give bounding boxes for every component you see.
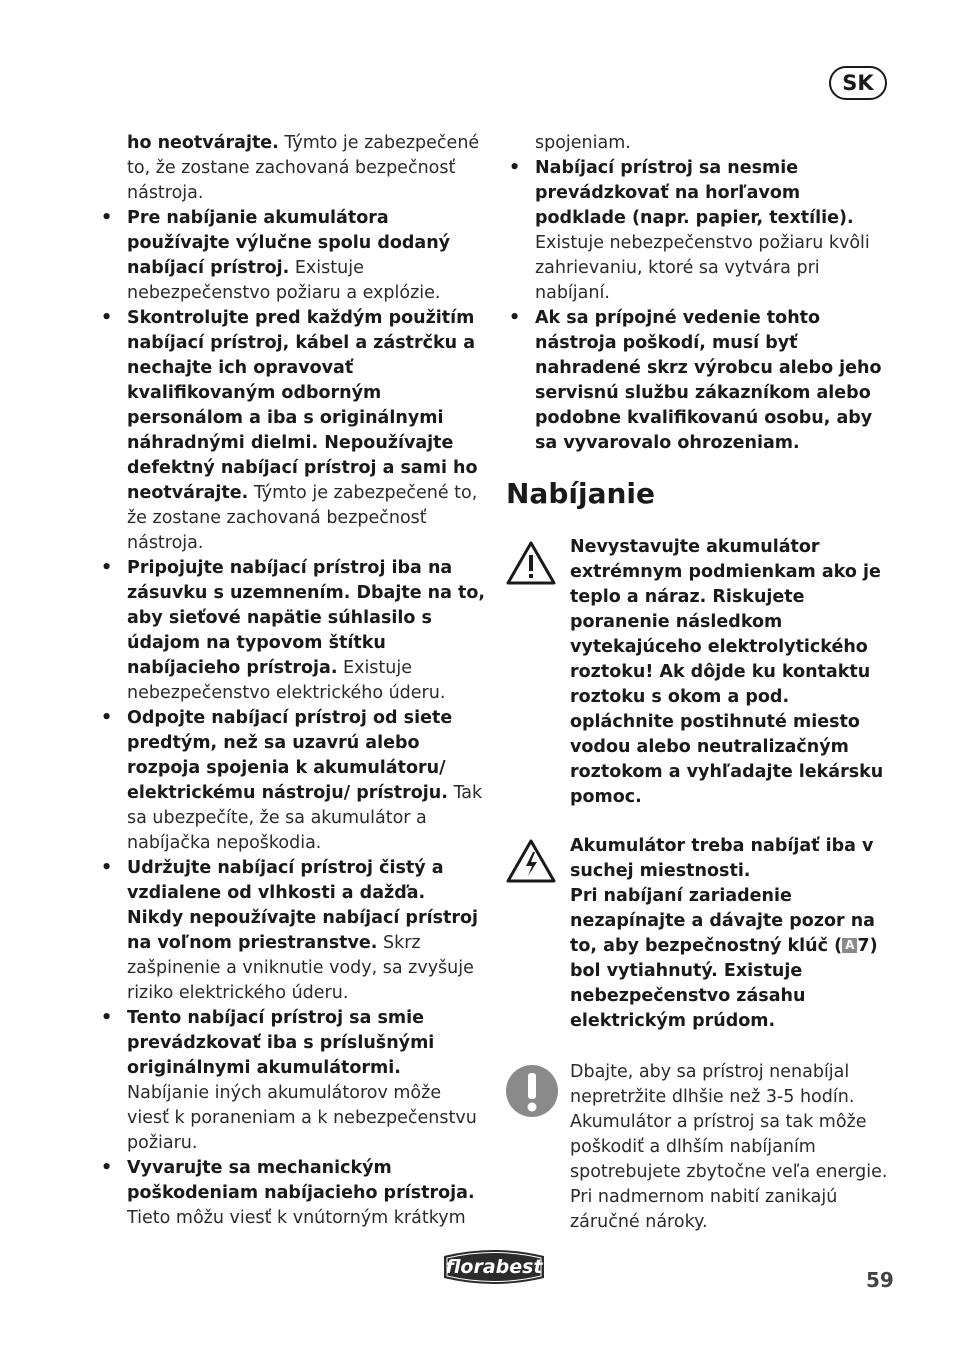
- list-item: [508, 156, 894, 306]
- item-text: Existuje nebezpečenstvo požiaru kvôli zahrievaniu, ktoré sa vytvára pri nabíjaní.: [535, 233, 870, 303]
- electric-hazard-icon: [505, 838, 557, 884]
- list-item: [100, 1006, 486, 1156]
- info-notice: [570, 1060, 895, 1235]
- item-bold: Vyvarujte sa mechanickým poškodeniam nabíjacieho prístroja.: [127, 1158, 475, 1203]
- item-bold: Nabíjací prístroj sa nesmie prevádzkovať na horľavom podklade (napr. papier, textílie).: [535, 158, 854, 228]
- warning-notice: [570, 535, 895, 810]
- intro-continuation: [100, 131, 486, 206]
- item-bold: Tento nabíjací prístroj sa smie prevádzkovať iba s príslušnými originálnymi akumulátormi.: [127, 1008, 435, 1078]
- list-item: [100, 706, 486, 856]
- bullet-icon: •: [101, 308, 113, 328]
- item-bold: Ak sa prípojné vedenie tohto nástroja poškodí, musí byť nahradené skrz výrobcu alebo jeho servisnú službu zákazníkom alebo podobne kvalifikovanú osobu, aby sa vyvarovalo ohrozeniam.: [535, 308, 882, 453]
- bullet-icon: •: [101, 208, 113, 228]
- intro-bold: ho neotvárajte.: [127, 133, 279, 153]
- left-bullet-list: [100, 206, 486, 1231]
- electric-line1: Akumulátor treba nabíjať iba v suchej miestnosti.: [570, 836, 874, 881]
- list-item: [100, 306, 486, 556]
- info-text: Dbajte, aby sa prístroj nenabíjal nepretržite dlhšie než 3-5 hodín. Akumulátor a prístroj sa tak môže poškodiť a dlhším nabíjaním spotrebujete zbytočne veľa energie. Pri nadmernom nabití zanikajú záručné nároky.: [570, 1062, 888, 1232]
- item-bold: Odpojte nabíjací prístroj od siete predtým, než sa uzavrú alebo rozpoja spojenia k akumulátoru/ elektrickému nástroju/ prístroju.: [127, 708, 453, 803]
- bullet-icon: •: [101, 708, 113, 728]
- list-item: [508, 306, 894, 456]
- bullet-icon: •: [101, 1008, 113, 1028]
- intro-text: Týmto je zabezpečené to, že zostane zachovaná bezpečnosť nástroja.: [127, 133, 480, 203]
- list-item: [100, 1156, 486, 1231]
- electric-notice: [570, 834, 895, 1034]
- item-text: Tak sa ubezpečíte, že sa akumulátor a nabíjačka nepoškodia.: [127, 783, 483, 853]
- exclamation-circle-icon: [505, 1064, 559, 1118]
- item-text: Nabíjanie iných akumulátorov môže viesť k poraneniam a k nebezpečenstvu požiaru.: [127, 1083, 477, 1153]
- item-text: Existuje nebezpečenstvo požiaru a explózie.: [127, 258, 441, 303]
- list-item: [100, 856, 486, 1006]
- bullet-icon: •: [509, 158, 521, 178]
- warning-text: Nevystavujte akumulátor extrémnym podmienkam ako je teplo a náraz. Riskujete poranenie následkom vytekajúceho elektrolytického roztoku! Ak dôjde ku kontaktu roztoku s okom a pod. opláchnite postihnuté miesto vodou alebo neutralizačným roztokom a vyhľadajte lekársku pomoc.: [570, 537, 884, 807]
- figure-a-badge: A: [842, 938, 857, 953]
- electric-line2b: 7) bol vytiahnutý. Existuje nebezpečenstvo zásahu elektrickým prúdom.: [570, 936, 878, 1031]
- item-bold: Skontrolujte pred každým použitím nabíjací prístroj, kábel a zástrčku a nechajte ich opravovať kvalifikovaným odborným personálom a iba s originálnymi náhradnými dielmi. Nepoužívajte defektný nabíjací prístroj a sami ho neotvárajte.: [127, 308, 478, 503]
- section-heading: Nabíjanie: [506, 477, 655, 510]
- electric-line2a: Pri nabíjaní zariadenie nezapínajte a dávajte pozor na to, aby bezpečnostný klúč (: [570, 886, 875, 956]
- warning-triangle-icon: [505, 540, 557, 586]
- bullet-icon: •: [101, 1158, 113, 1178]
- bullet-icon: •: [509, 308, 521, 328]
- left-column: [100, 131, 486, 1231]
- bullet-icon: •: [101, 558, 113, 578]
- item-bold: Pre nabíjanie akumulátora používajte výlučne spolu dodaný nabíjací prístroj.: [127, 208, 451, 278]
- item-text: Existuje nebezpečenstvo elektrického úderu.: [127, 658, 446, 703]
- item-bold: Udržujte nabíjací prístroj čistý a vzdialene od vlhkosti a dažďa. Nikdy nepoužívajte nabíjací prístroj na voľnom priestranstve.: [127, 858, 479, 953]
- list-item: [100, 206, 486, 306]
- item-text: Týmto je zabezpečené to, že zostane zachovaná bezpečnosť nástroja.: [127, 483, 478, 553]
- right-bullet-list: [508, 156, 894, 456]
- item-text: Tieto môžu viesť k vnútorným krátkym: [127, 1208, 466, 1228]
- right-continuation: spojeniam.: [535, 133, 631, 153]
- bullet-icon: •: [101, 858, 113, 878]
- item-bold: Pripojujte nabíjací prístroj iba na zásuvku s uzemnením. Dbajte na to, aby sieťové napätie súhlasilo s údajom na typovom štítku nabíjacieho prístroja.: [127, 558, 486, 678]
- list-item: [100, 556, 486, 706]
- language-badge: SK: [829, 66, 887, 100]
- page-number: 59: [866, 1268, 894, 1292]
- right-column: [508, 131, 894, 456]
- item-text: Skrz zašpinenie a vniknutie vody, sa zvyšuje riziko elektrického úderu.: [127, 933, 474, 1003]
- logo-text: florabest: [445, 1256, 543, 1278]
